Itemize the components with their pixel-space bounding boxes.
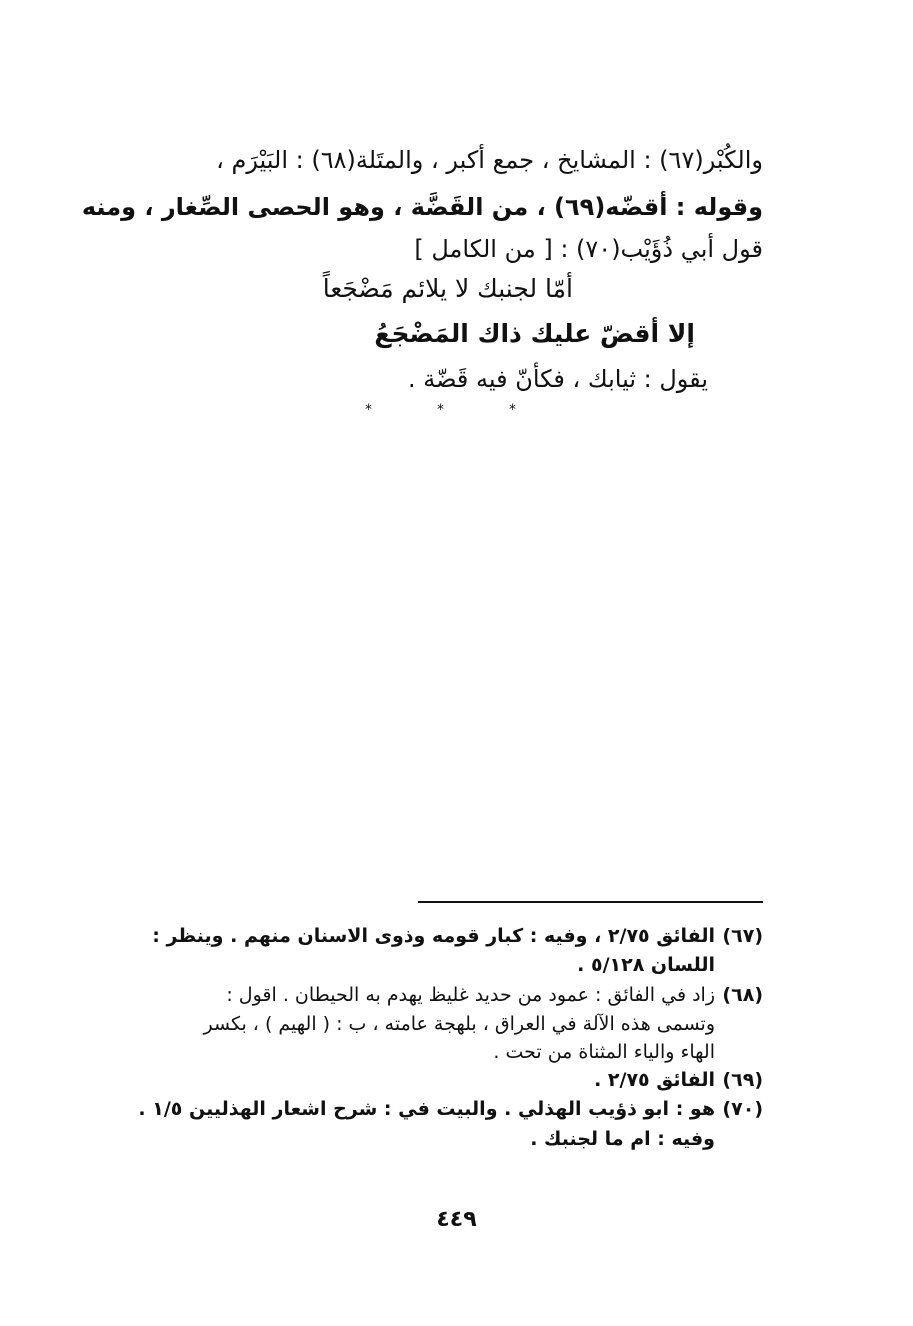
page-number: ٤٤٩ (436, 1207, 477, 1232)
main-text-line-2: وقوله : أقضّه(٦٩) ، من القَضَّة ، وهو الحصى الصِّغار ، ومنه (81, 193, 763, 221)
star-ornament: * (365, 402, 372, 418)
footnote-number: (٦٧) (722, 925, 763, 947)
verse-hemistich-2: إلا أقضّ عليك ذاك المَضْجَعُ (374, 319, 695, 348)
footnote-text: الفائق ٢/٧٥ . (594, 1069, 715, 1091)
footnote-68-line-3: الهاء والياء المثناة من تحت . (493, 1041, 715, 1063)
footnote-text: الفائق ٢/٧٥ ، وفيه : كبار قومه وذوى الاسنان منهم . وينظر : (152, 925, 715, 947)
main-text-line-3: قول أبي ذُؤَيْب(٧٠) : [ من الكامل ] (414, 235, 763, 263)
footnote-number: (٧٠) (722, 1098, 763, 1120)
footnote-68-line-2: وتسمى هذه الآلة في العراق ، بلهجة عامته ، ب : ( الهيم ) ، بكسر (203, 1013, 715, 1035)
footnote-text: زاد في الفائق : عمود من حديد غليظ يهدم به الحيطان . اقول : (226, 984, 715, 1006)
star-ornament: * (509, 402, 516, 418)
footnote-69-line-1 (594, 1067, 763, 1094)
footnote-68-line-1 (226, 982, 763, 1009)
verse-hemistich-1: أمّا لجنبك لا يلائم مَضْجَعاً (322, 274, 573, 303)
footnote-67-line-1 (152, 923, 763, 950)
section-stars (355, 402, 535, 422)
footnote-number: (٦٨) (722, 984, 763, 1006)
footnote-number: (٦٩) (722, 1069, 763, 1091)
footnote-70-line-1 (138, 1096, 763, 1123)
footnote-70-line-2: وفيه : ام ما لجنبك . (530, 1128, 715, 1150)
footnote-text: هو : ابو ذؤيب الهذلي . والبيت في : شرح اشعار الهذليين ١/٥ . (138, 1098, 715, 1120)
main-text-line-4: يقول : ثيابك ، فكأنّ فيه قَضّة . (407, 365, 708, 393)
footnote-separator (418, 901, 763, 903)
star-ornament: * (437, 402, 444, 418)
footnote-67-line-2: اللسان ٥/١٢٨ . (577, 954, 715, 976)
main-text-line-1: والكُبْر(٦٧) : المشايخ ، جمع أكبر ، والمتَلة(٦٨) : البَيْرَم ، (216, 146, 763, 174)
